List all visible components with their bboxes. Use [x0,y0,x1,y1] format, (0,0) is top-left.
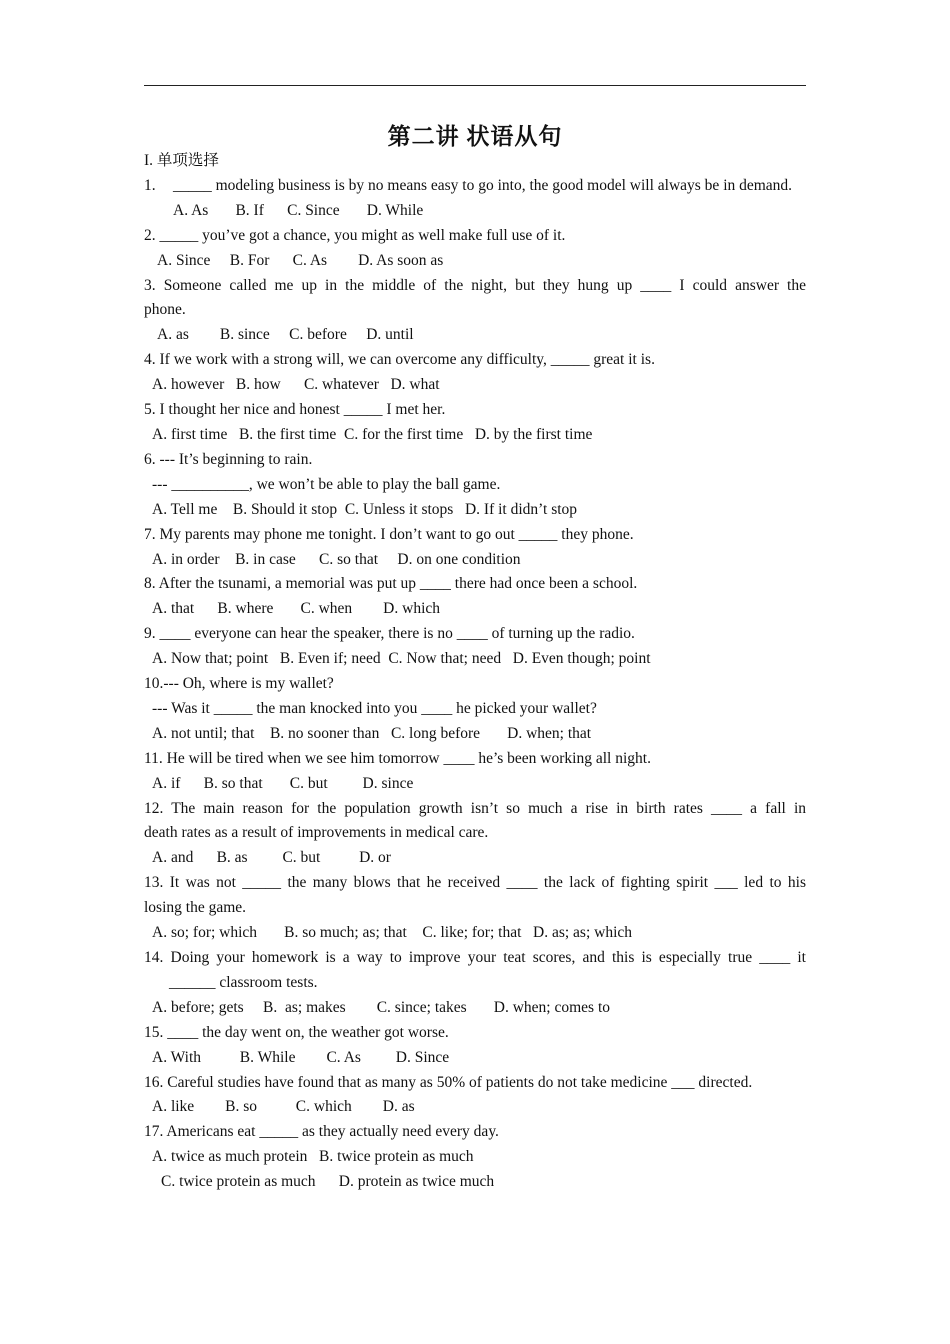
options-15: A. With B. While C. As D. Since [152,1048,450,1066]
question-10: 10.--- Oh, where is my wallet? [144,675,334,693]
question-12: 12. The main reason for the population growth isn’t so much a rise in birth rates ____ a fall in [144,799,806,817]
question-1 [144,174,806,199]
question-7: 7. My parents may phone me tonight. I don’t want to go out _____ they phone. [144,525,634,543]
document-title: 第二讲 状语从句 [387,124,563,149]
options-1: A. As B. If C. Since D. While [173,201,424,219]
question-14: 14. Doing your homework is a way to improve your teat scores, and this is especially true ____ it [144,949,806,966]
options-14: A. before; gets B. as; makes C. since; takes D. when; comes to [152,998,611,1016]
question-13-cont: losing the game. [144,899,247,917]
question-4: 4. If we work with a strong will, we can overcome any difficulty, _____ great it is. [144,351,655,369]
options-6: A. Tell me B. Should it stop C. Unless it stops D. If it didn’t stop [152,500,578,518]
question-14-cont: ______ classroom tests. [169,973,318,991]
options-8: A. that B. where C. when D. which [152,600,440,618]
question-list [144,149,806,1195]
question-10-cont: --- Was it _____ the man knocked into you ____ he picked your wallet? [152,699,597,717]
header-rule [144,85,806,86]
question-9: 9. ____ everyone can hear the speaker, there is no ____ of turning up the radio. [144,625,635,643]
question-17: 17. Americans eat _____ as they actually need every day. [144,1123,499,1141]
options-7: A. in order B. in case C. so that D. on one condition [152,550,521,568]
options-17b: C. twice protein as much D. protein as twice much [161,1173,495,1191]
question-6-cont: --- __________, we won’t be able to play the ball game. [152,475,501,493]
question-number: 1. [144,176,156,194]
section-heading: I. 单项选择 [144,152,219,169]
question-15: 15. ____ the day went on, the weather got worse. [144,1023,449,1041]
question-11: 11. He will be tired when we see him tomorrow ____ he’s been working all night. [144,749,651,767]
options-3: A. as B. since C. before D. until [157,326,414,344]
options-16: A. like B. so C. which D. as [152,1098,415,1116]
question-2: 2. _____ you’ve got a chance, you might as well make full use of it. [144,226,566,244]
options-5: A. first time B. the first time C. for the first time D. by the first time [152,425,593,443]
options-13: A. so; for; which B. so much; as; that C. like; for; that D. as; as; which [152,924,633,942]
question-16: 16. Careful studies have found that as many as 50% of patients do not take medicine ___ directed. [144,1073,753,1091]
question-12-cont: death rates as a result of improvements in medical care. [144,824,489,842]
question-13: 13. It was not _____ the many blows that he received ____ the lack of fighting spirit ___ led to his [144,874,806,892]
options-11: A. if B. so that C. but D. since [152,774,414,792]
options-17a: A. twice as much protein B. twice protein as much [152,1148,474,1166]
options-10: A. not until; that B. no sooner than C. long before D. when; that [152,724,592,742]
options-12: A. and B. as C. but D. or [152,849,391,867]
question-8: 8. After the tsunami, a memorial was put up ____ there had once been a school. [144,575,638,593]
question-text: _____ modeling business is by no means easy to go into, the good model will always be in demand. [173,176,793,194]
options-9: A. Now that; point B. Even if; need C. Now that; need D. Even though; point [152,650,651,668]
options-2: A. Since B. For C. As D. As soon as [157,251,444,269]
question-5: 5. I thought her nice and honest _____ I met her. [144,401,446,419]
question-6: 6. --- It’s beginning to rain. [144,450,313,468]
question-3-cont: phone. [144,301,186,319]
question-3: 3. Someone called me up in the middle of the night, but they hung up ____ I could answer the [144,276,806,294]
options-4: A. however B. how C. whatever D. what [152,376,440,394]
